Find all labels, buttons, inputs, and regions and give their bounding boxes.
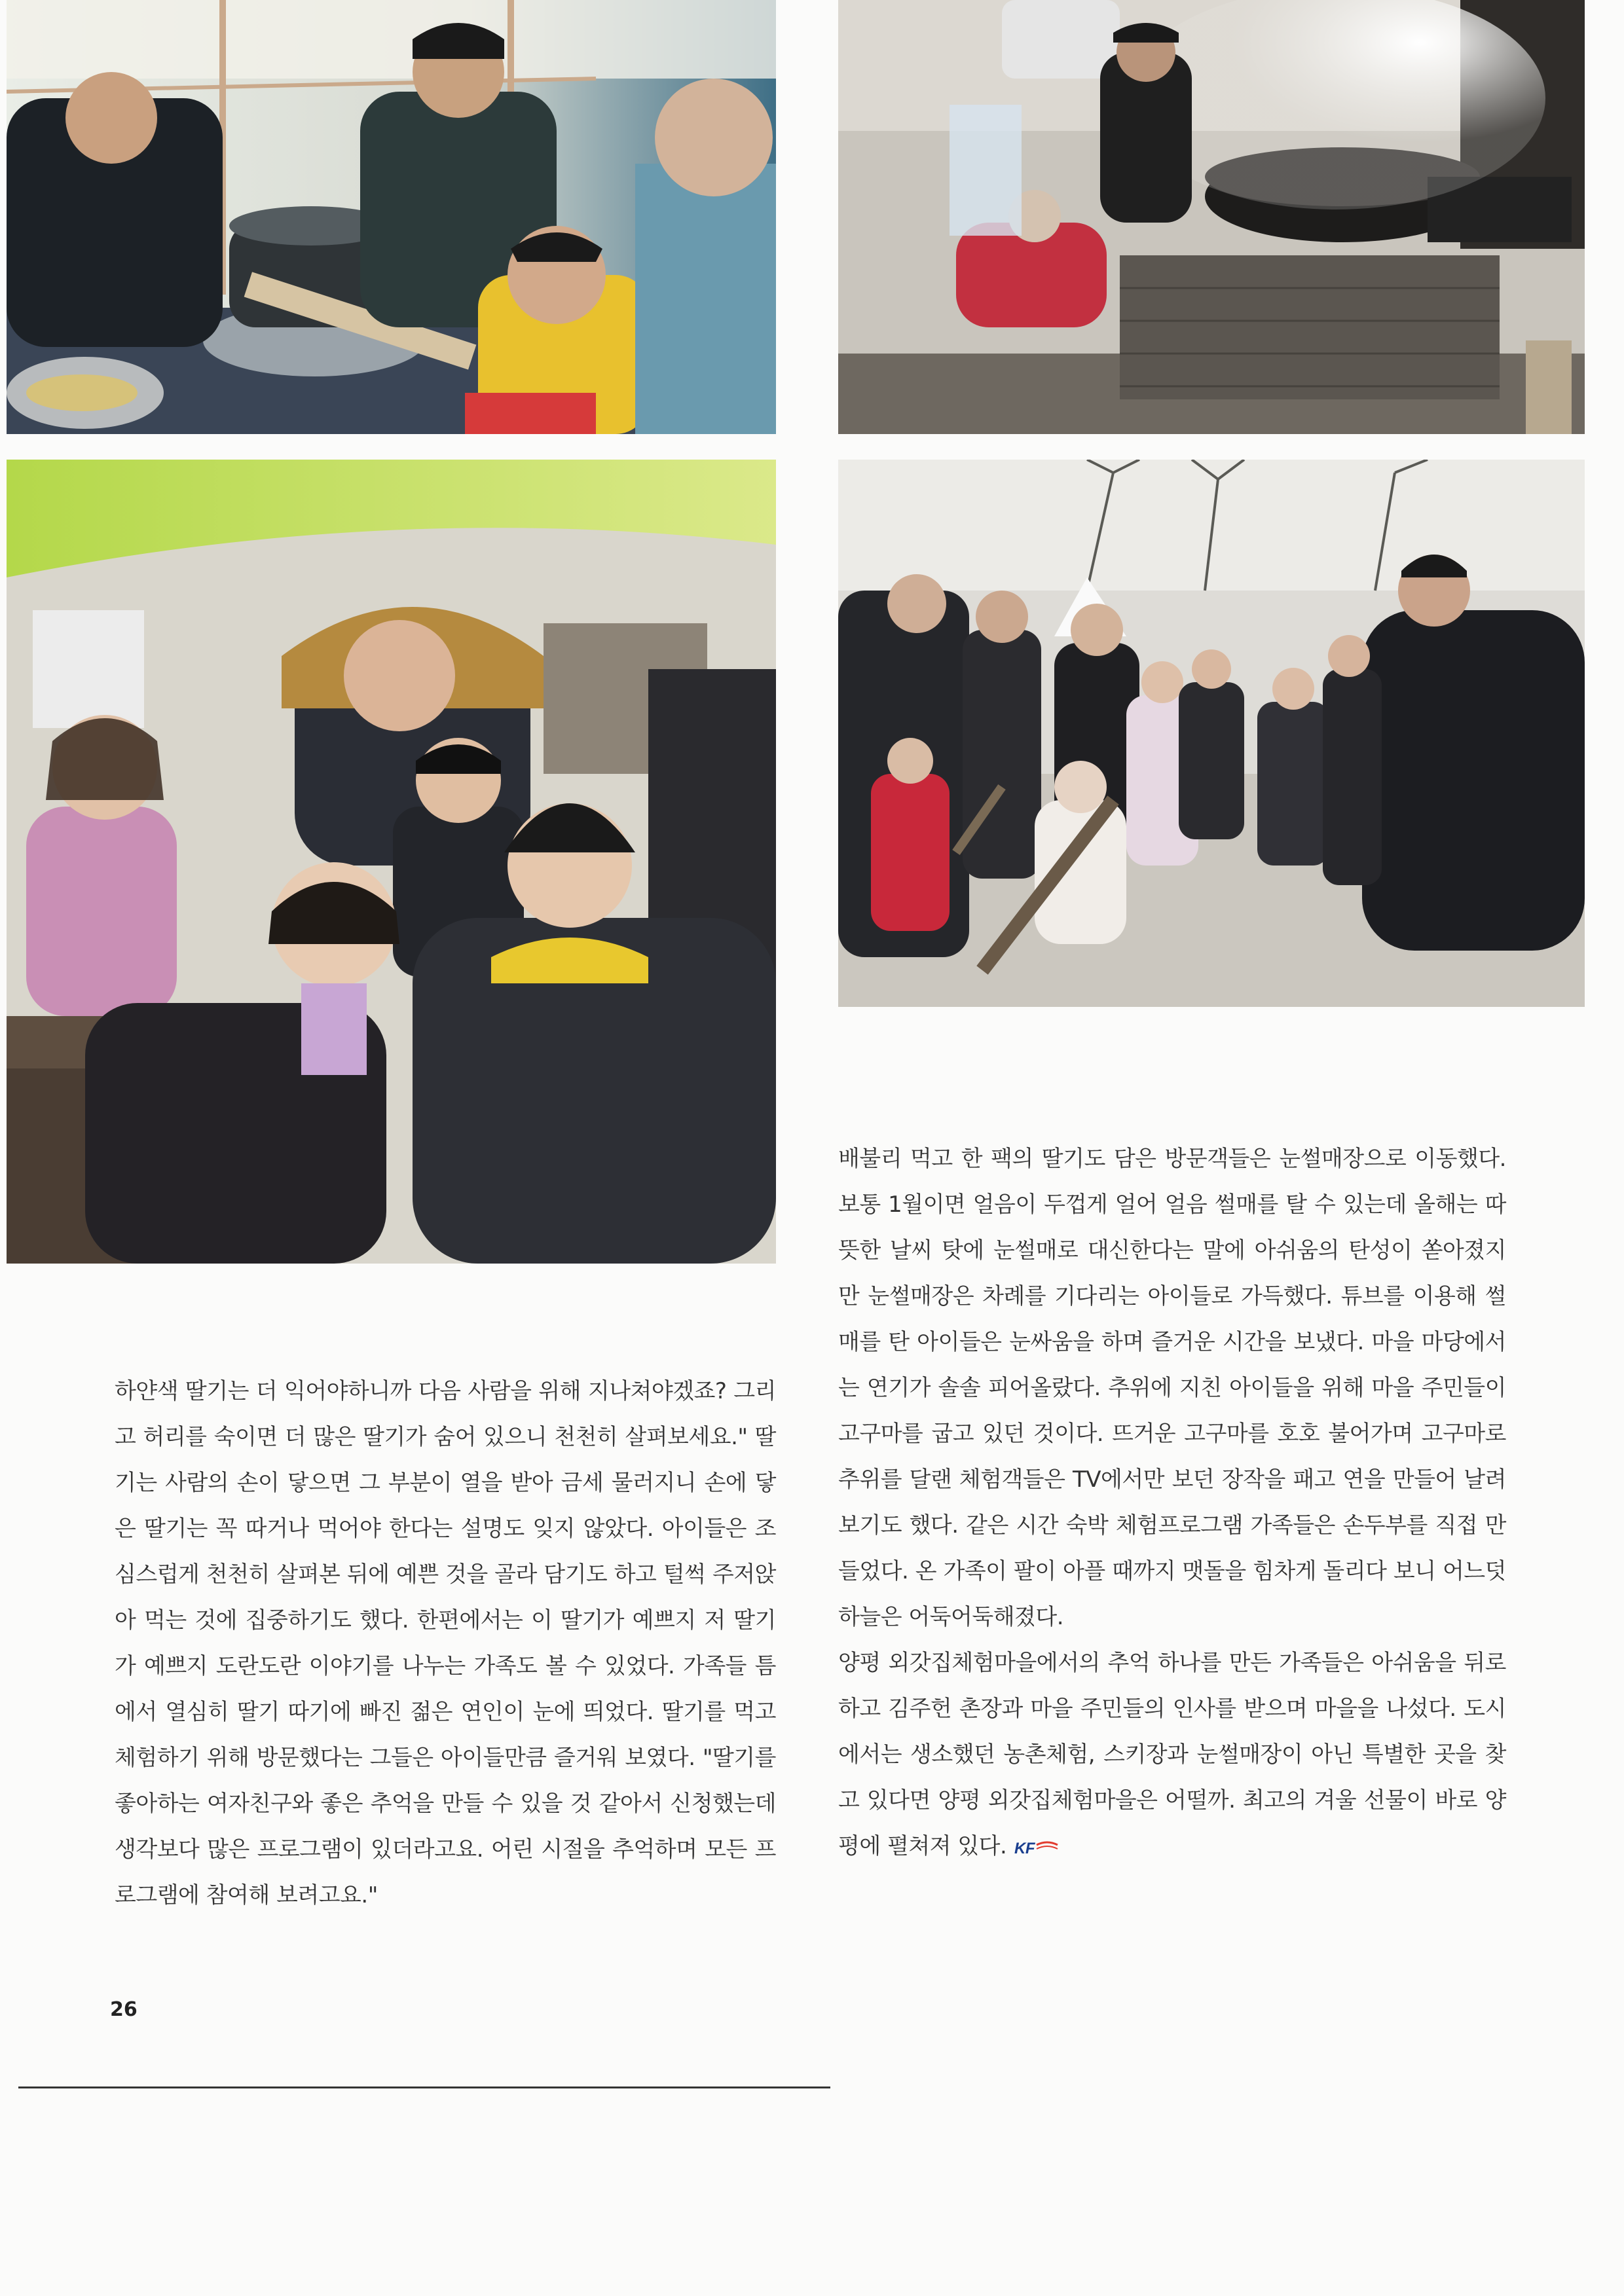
closing-text: 양평 외갓집체험마을에서의 추억 하나를 만든 가족들은 아쉬움을 뒤로 하고 김주헌 촌장과 마을 주민들의 인사를 받으며 마을을 나섰다. 도시에서는 생소했던 농촌체험, 스키장과 눈썰매장이 아닌 특별한 곳을 찾고 있다면 양평 외갓집체험마을은 어떨까. 최고의 겨울 선물이 바로 양평에 펼쳐져 있다. (838, 1650, 1506, 1859)
article-right-column (838, 1136, 1506, 1869)
article-left-column (115, 1368, 776, 1918)
kf-logo-icon (1013, 1836, 1059, 1859)
article-paragraph: 배불리 먹고 한 팩의 딸기도 담은 방문객들은 눈썰매장으로 이동했다. 보통 1월이면 얼음이 두껍게 얼어 얼음 썰매를 탈 수 있는데 올해는 따뜻한 날씨 탓에 눈썰매로 대신한다는 말에 아쉬움의 탄성이 쏟아졌지만 눈썰매장은 차례를 기다리는 아이들로 가득했다. 튜브를 이용해 썰매를 탄 아이들은 눈싸움을 하며 즐거운 시간을 보냈다. 마을 마당에서는 연기가 솔솔 피어올랐다. 추위에 지친 아이들을 위해 마을 주민들이 고구마를 굽고 있던 것이다. 뜨거운 고구마를 호호 불어가며 고구마로 추위를 달랜 체험객들은 TV에서만 보던 장작을 패고 연을 만들어 날려보기도 했다. 같은 시간 숙박 체험프로그램 가족들은 손두부를 직접 만들었다. 온 가족이 팔이 아플 때까지 맷돌을 힘차게 돌리다 보니 어느덧 하늘은 어둑어둑해졌다. (838, 1146, 1506, 1630)
photo-sweet-potato-grinding (7, 0, 776, 434)
svg-text:KF: KF (1014, 1839, 1035, 1857)
photo-steam-cauldron (838, 0, 1585, 434)
photo-children-sled-yard (838, 460, 1585, 1007)
footer-rule (18, 2086, 830, 2088)
article-paragraph: 하얀색 딸기는 더 익어야하니까 다음 사람을 위해 지나쳐야겠죠? 그리고 허리를 숙이면 더 많은 딸기가 숨어 있으니 천천히 살펴보세요." 딸기는 사람의 손이 닿으면 그 부분이 열을 받아 금세 물러지니 손에 닿은 딸기는 꼭 따거나 먹어야 한다는 설명도 잊지 않았다. 아이들은 조심스럽게 천천히 살펴본 뒤에 예쁜 것을 골라 담기도 하고 털썩 주저앉아 먹는 것에 집중하기도 했다. 한편에서는 이 딸기가 예쁘지 저 딸기가 예쁘지 도란도란 이야기를 나누는 가족도 볼 수 있었다. 가족들 틈에서 열심히 딸기 따기에 빠진 젊은 연인이 눈에 띄었다. 딸기를 먹고 체험하기 위해 방문했다는 그들은 아이들만큼 즐거워 보였다. "딸기를 좋아하는 여자친구와 좋은 추억을 만들 수 있을 것 같아서 신청했는데 생각보다 많은 프로그램이 있더라고요. 어린 시절을 추억하며 모든 프로그램에 참여해 보려고요." (115, 1378, 776, 1908)
photo-family-group (7, 460, 776, 1264)
page-number: 26 (110, 1998, 138, 2021)
article-paragraph-closing (838, 1640, 1506, 1869)
